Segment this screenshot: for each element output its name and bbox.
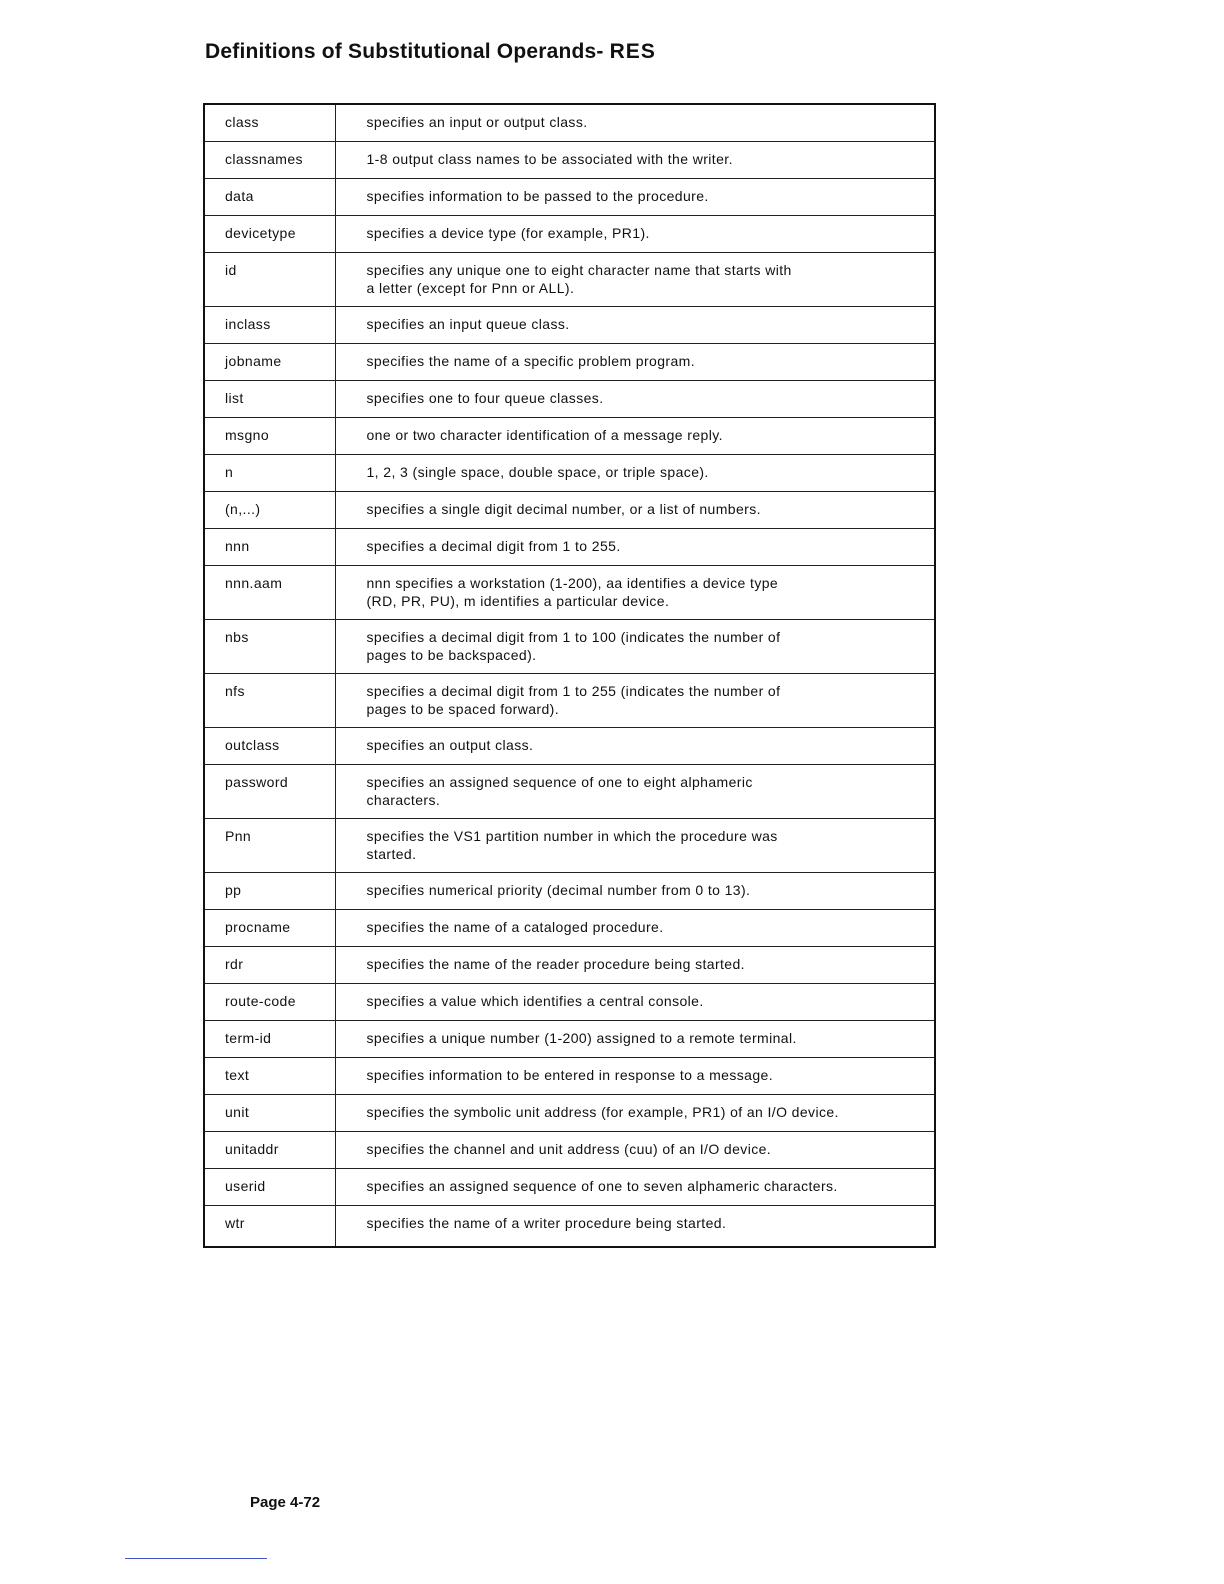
description-line: pages to be backspaced). [366,646,537,663]
page-title [205,40,656,64]
operand-description [335,566,935,620]
operand-term: procname [204,910,335,947]
definitions-table-body [204,104,935,1247]
description-line: specifies numerical priority (decimal number from 0 to 13). [366,882,751,898]
operand-description [335,1058,935,1095]
definition-row [204,307,935,344]
operand-description [335,1021,935,1058]
definition-row [204,492,935,529]
operand-term: text [204,1058,335,1095]
operand-term: data [204,179,335,216]
definition-row [204,104,935,142]
operand-description [335,910,935,947]
operand-description [335,1132,935,1169]
operand-description [335,455,935,492]
description-line: specifies a value which identifies a central console. [366,993,704,1009]
description-line: specifies an output class. [366,737,534,753]
description-line: specifies the channel and unit address (cuu) of an I/O device. [366,1141,772,1157]
definition-row [204,344,935,381]
operand-description [335,529,935,566]
operand-description [335,873,935,910]
operand-term: pp [204,873,335,910]
operand-term: nnn [204,529,335,566]
description-line: specifies any unique one to eight character name that starts with [366,262,792,278]
description-line: 1-8 output class names to be associated with the writer. [366,151,733,167]
definitions-table [203,103,936,1248]
operand-description [335,307,935,344]
description-line: specifies information to be passed to the procedure. [366,188,709,204]
description-line: specifies one to four queue classes. [366,390,604,406]
operand-description [335,984,935,1021]
operand-term: term-id [204,1021,335,1058]
description-line: specifies the symbolic unit address (for example, PR1) of an I/O device. [366,1104,839,1120]
description-line: (RD, PR, PU), m identifies a particular device. [366,592,670,609]
operand-term: class [204,104,335,142]
operand-description [335,819,935,873]
operand-term: inclass [204,307,335,344]
definition-row [204,253,935,307]
operand-term: jobname [204,344,335,381]
operand-description [335,216,935,253]
title-suffix: RES [609,40,656,63]
definition-row [204,984,935,1021]
description-line: specifies an input queue class. [366,316,570,332]
definition-row [204,455,935,492]
operand-description [335,765,935,819]
operand-term: nfs [204,674,335,728]
operand-term: Pnn [204,819,335,873]
operand-description [335,492,935,529]
description-line: specifies a unique number (1-200) assigned to a remote terminal. [366,1030,797,1046]
operand-description [335,1206,935,1248]
description-line: specifies a decimal digit from 1 to 255. [366,538,621,554]
operand-description [335,179,935,216]
definition-row [204,529,935,566]
operand-term: nnn.aam [204,566,335,620]
operand-term: devicetype [204,216,335,253]
operand-term: unitaddr [204,1132,335,1169]
definition-row [204,947,935,984]
description-line: specifies the name of a writer procedure being started. [366,1215,727,1231]
description-line: one or two character identification of a message reply. [366,427,723,443]
definition-row [204,418,935,455]
definition-row [204,1021,935,1058]
description-line: specifies a device type (for example, PR1). [366,225,650,241]
operand-term: id [204,253,335,307]
definition-row [204,179,935,216]
description-line: specifies an input or output class. [366,114,588,130]
operand-term: nbs [204,620,335,674]
footer-rule [125,1558,267,1559]
definition-row [204,381,935,418]
operand-description [335,728,935,765]
operand-description [335,674,935,728]
description-line: specifies an assigned sequence of one to eight alphameric [366,774,753,790]
description-line: specifies the VS1 partition number in which the procedure was [366,828,778,844]
operand-term: (n,...) [204,492,335,529]
definition-row [204,819,935,873]
operand-description [335,1095,935,1132]
title-text: Definitions of Substitutional Operands- [205,40,604,63]
description-line: nnn specifies a workstation (1-200), aa identifies a device type [366,575,779,591]
definition-row [204,620,935,674]
operand-term: n [204,455,335,492]
operand-term: msgno [204,418,335,455]
definition-row [204,674,935,728]
operand-term: route-code [204,984,335,1021]
definition-row [204,1095,935,1132]
operand-term: password [204,765,335,819]
description-line: specifies an assigned sequence of one to seven alphameric characters. [366,1178,838,1194]
description-line: specifies the name of a cataloged procedure. [366,919,664,935]
definition-row [204,216,935,253]
definition-row [204,1058,935,1095]
operand-description [335,344,935,381]
definition-row [204,765,935,819]
operand-description [335,104,935,142]
description-line: specifies a decimal digit from 1 to 255 (indicates the number of [366,683,781,699]
operand-description [335,253,935,307]
description-line: characters. [366,791,441,808]
description-line: specifies the name of the reader procedure being started. [366,956,745,972]
operand-term: userid [204,1169,335,1206]
description-line: 1, 2, 3 (single space, double space, or triple space). [366,464,709,480]
operand-description [335,947,935,984]
operand-term: wtr [204,1206,335,1248]
operand-description [335,418,935,455]
definition-row [204,910,935,947]
definition-row [204,1206,935,1248]
description-line: specifies the name of a specific problem program. [366,353,696,369]
definition-row [204,142,935,179]
definition-row [204,1169,935,1206]
operand-description [335,1169,935,1206]
operand-description [335,620,935,674]
description-line: pages to be spaced forward). [366,700,560,717]
definition-row [204,728,935,765]
description-line: specifies information to be entered in response to a message. [366,1067,774,1083]
description-line: specifies a single digit decimal number, or a list of numbers. [366,501,761,517]
operand-term: classnames [204,142,335,179]
operand-description [335,381,935,418]
operand-term: outclass [204,728,335,765]
operand-term: rdr [204,947,335,984]
operand-term: unit [204,1095,335,1132]
operand-term: list [204,381,335,418]
page-number: Page 4-72 [250,1494,321,1511]
definition-row [204,1132,935,1169]
description-line: specifies a decimal digit from 1 to 100 (indicates the number of [366,629,781,645]
description-line: a letter (except for Pnn or ALL). [366,279,575,296]
operand-description [335,142,935,179]
definition-row [204,566,935,620]
definition-row [204,873,935,910]
description-line: started. [366,845,417,862]
